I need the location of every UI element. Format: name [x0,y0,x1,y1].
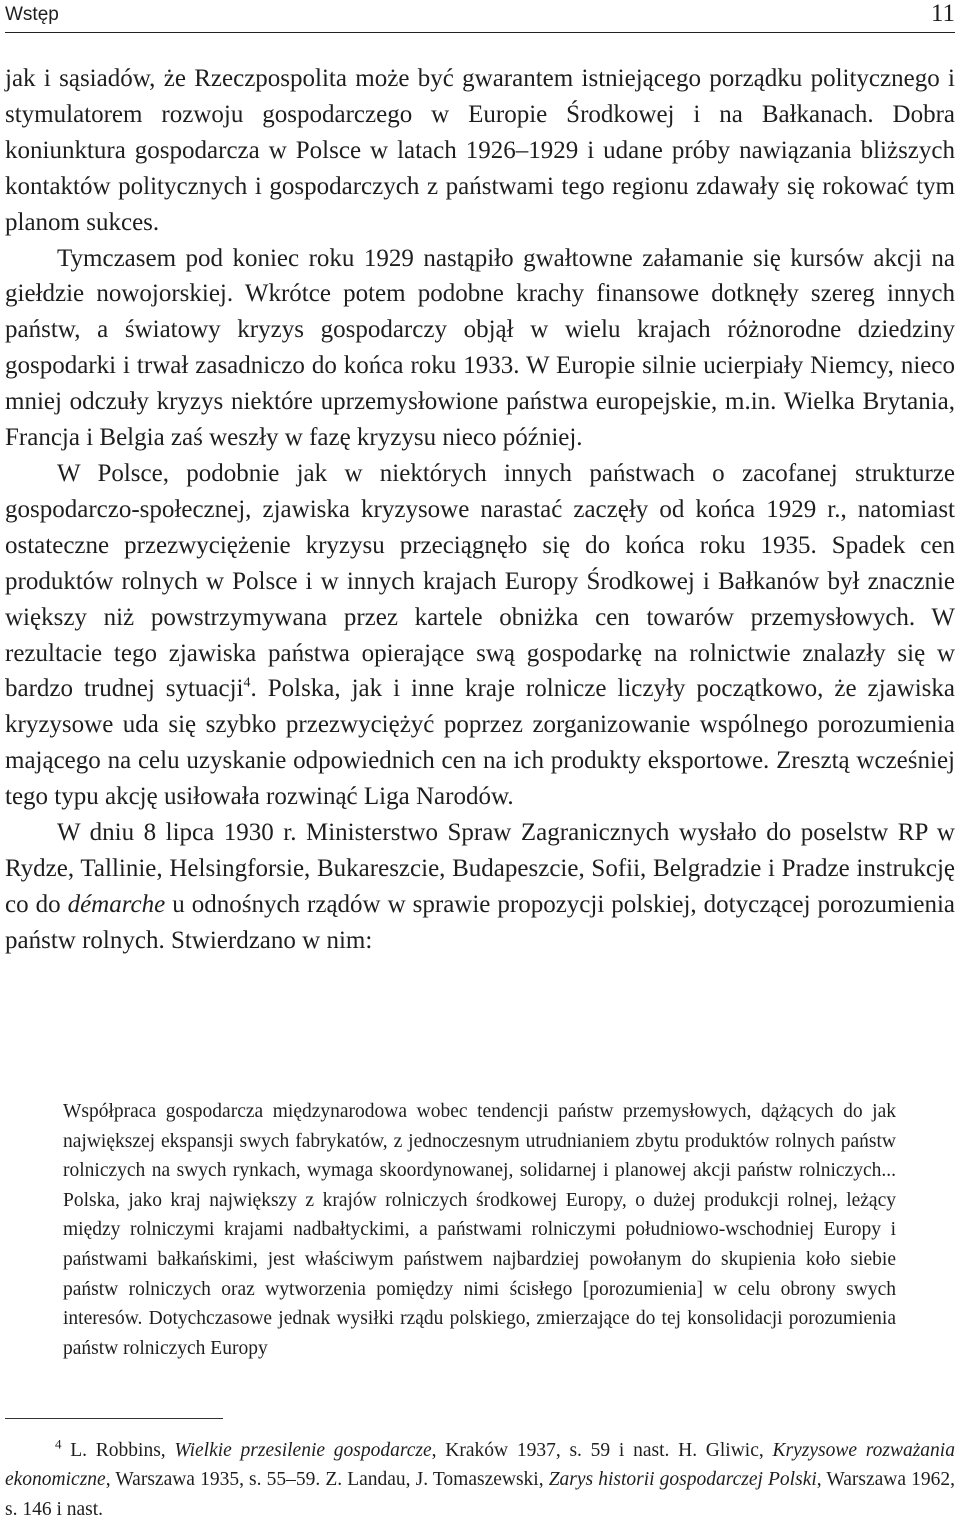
paragraph-4-italic: démarche [67,890,166,918]
footnote-4 [5,1436,955,1524]
footnote-text-1: L. Robbins, [61,1440,175,1461]
paragraph-1: jak i sąsiadów, że Rzeczpospolita może być gwarantem istniejącego porządku politycznego i stymulatorem rozwoju gospodarczego w Europie Środkowej i na Bałkanach. Dobra koniunktura gospodarcza w Polsce w latach 1926–1929 i udane próby nawiązania bliższych kontaktów politycznych i gospodarczych z państwami tego regionu zdawały się rokować tym planom sukces. [5,65,955,236]
footnote-separator [5,1418,223,1419]
footnote-reference[interactable]: 4 [243,676,251,692]
footnote-text-3: , Warszawa 1935, s. 55–59. Z. Landau, J. Tomaszewski, [105,1469,549,1491]
footnote-title-2: Kryzysowe rozważania ekonomiczne [5,1440,955,1491]
page-number: 11 [930,0,955,27]
footnote-text-4: , Warszawa 1962, s. 146 i nast. [5,1469,955,1520]
paragraph-4-text-b: u odnośnych rządów w sprawie propozycji polskiej, dotyczącej porozumienia państw rolnych. Stwierdzano w nim: [5,890,955,954]
block-quote: Współpraca gospodarcza międzynarodowa wobec tendencji państw przemysłowych, dążących do jak największej ekspansji swych fabrykatów, z jednoczesnym utrudnianiem zbytu produktów rolnych państw rolniczych na swych rynkach, wymaga skoordynowanej, solidarnej i planowej akcji państw rolniczych... Polska, jako kraj największy z krajów rolniczych środkowej Europy, o dużej produkcji rolnej, leżący między rolniczymi krajami nadbałtyckimi, a państwami rolniczymi południowo-wschodniej Europy i państwami bałkańskimi, jest właściwym państwem najbardziej powołanym do skupienia koło siebie państw rolniczych oraz wytworzenia pomiędzy nimi ścisłego [porozumienia] w celu obrony swych interesów. Dotychczasowe jednak wysiłki rządu polskiego, zmierzające do tej konsolidacji porozumienia państw rolniczych Europy [63,1101,896,1359]
paragraph-3-text-b: . Polska, jak i inne kraje rolnicze liczyły początkowo, że zjawiska kryzysowe uda się szybko przezwyciężyć poprzez zorganizowanie wspólnego porozumienia mającego na celu uzyskanie odpowiednich cen na ich produkty eksportowe. Zresztą wcześniej tego typu akcję usiłowała rozwinąć Liga Narodów. [5,675,955,811]
body-text [5,61,955,959]
running-head: Wstęp [5,4,59,25]
footnote-text-2: , Kraków 1937, s. 59 i nast. H. Gliwic, [431,1440,773,1461]
paragraph-2: Tymczasem pod koniec roku 1929 nastąpiło gwałtowne załamanie się kursów akcji na giełdzie nowojorskiej. Wkrótce potem podobne krachy finansowe dotknęły szereg innych państw, a światowy kryzys gospodarczy objął w wielu krajach różnorodne dziedziny gospodarki i trwał zasadniczo do końca roku 1933. W Europie silnie ucierpiały Niemcy, nieco mniej odczuły kryzys niektóre uprzemysłowione państwa europejskie, m.in. Wielka Brytania, Francja i Belgia zaś weszły w fazę kryzysu nieco później. [5,244,955,452]
paragraph-4 [5,815,955,959]
footnote-title-3: Zarys historii gospodarczej Polski [548,1469,817,1491]
paragraph-3-text-a: W Polsce, podobnie jak w niektórych innych państwach o zacofanej strukturze gospodarczo-społecznej, zjawiska kryzysowe narastać zaczęły od końca 1929 r., natomiast ostateczne przezwyciężenie kryzysu przeciągnęło się do końca roku 1935. Spadek cen produktów rolnych w Polsce i w innych krajach Europy Środkowej i Bałkanów był znacznie większy niż powstrzymywana przez kartele obniżka cen towarów przemysłowych. W rezultacie tego zjawiska państwa opierające swą gospodarkę na rolnictwie znalazły się w bardzo trudnej sytuacji [5,459,955,703]
paragraph-4-text-a: W dniu 8 lipca 1930 r. Ministerstwo Spraw Zagranicznych wysłało do poselstw RP w Rydze, Tallinie, Helsingforsie, Bukareszcie, Budapeszcie, Sofii, Belgradzie i Pradze instrukcję co do [5,819,955,918]
paragraph-3 [5,456,955,815]
footnote-title-1: Wielkie przesilenie gospodarcze [174,1440,432,1461]
page-header [5,0,955,33]
footnote-mark: 4 [55,1436,62,1452]
